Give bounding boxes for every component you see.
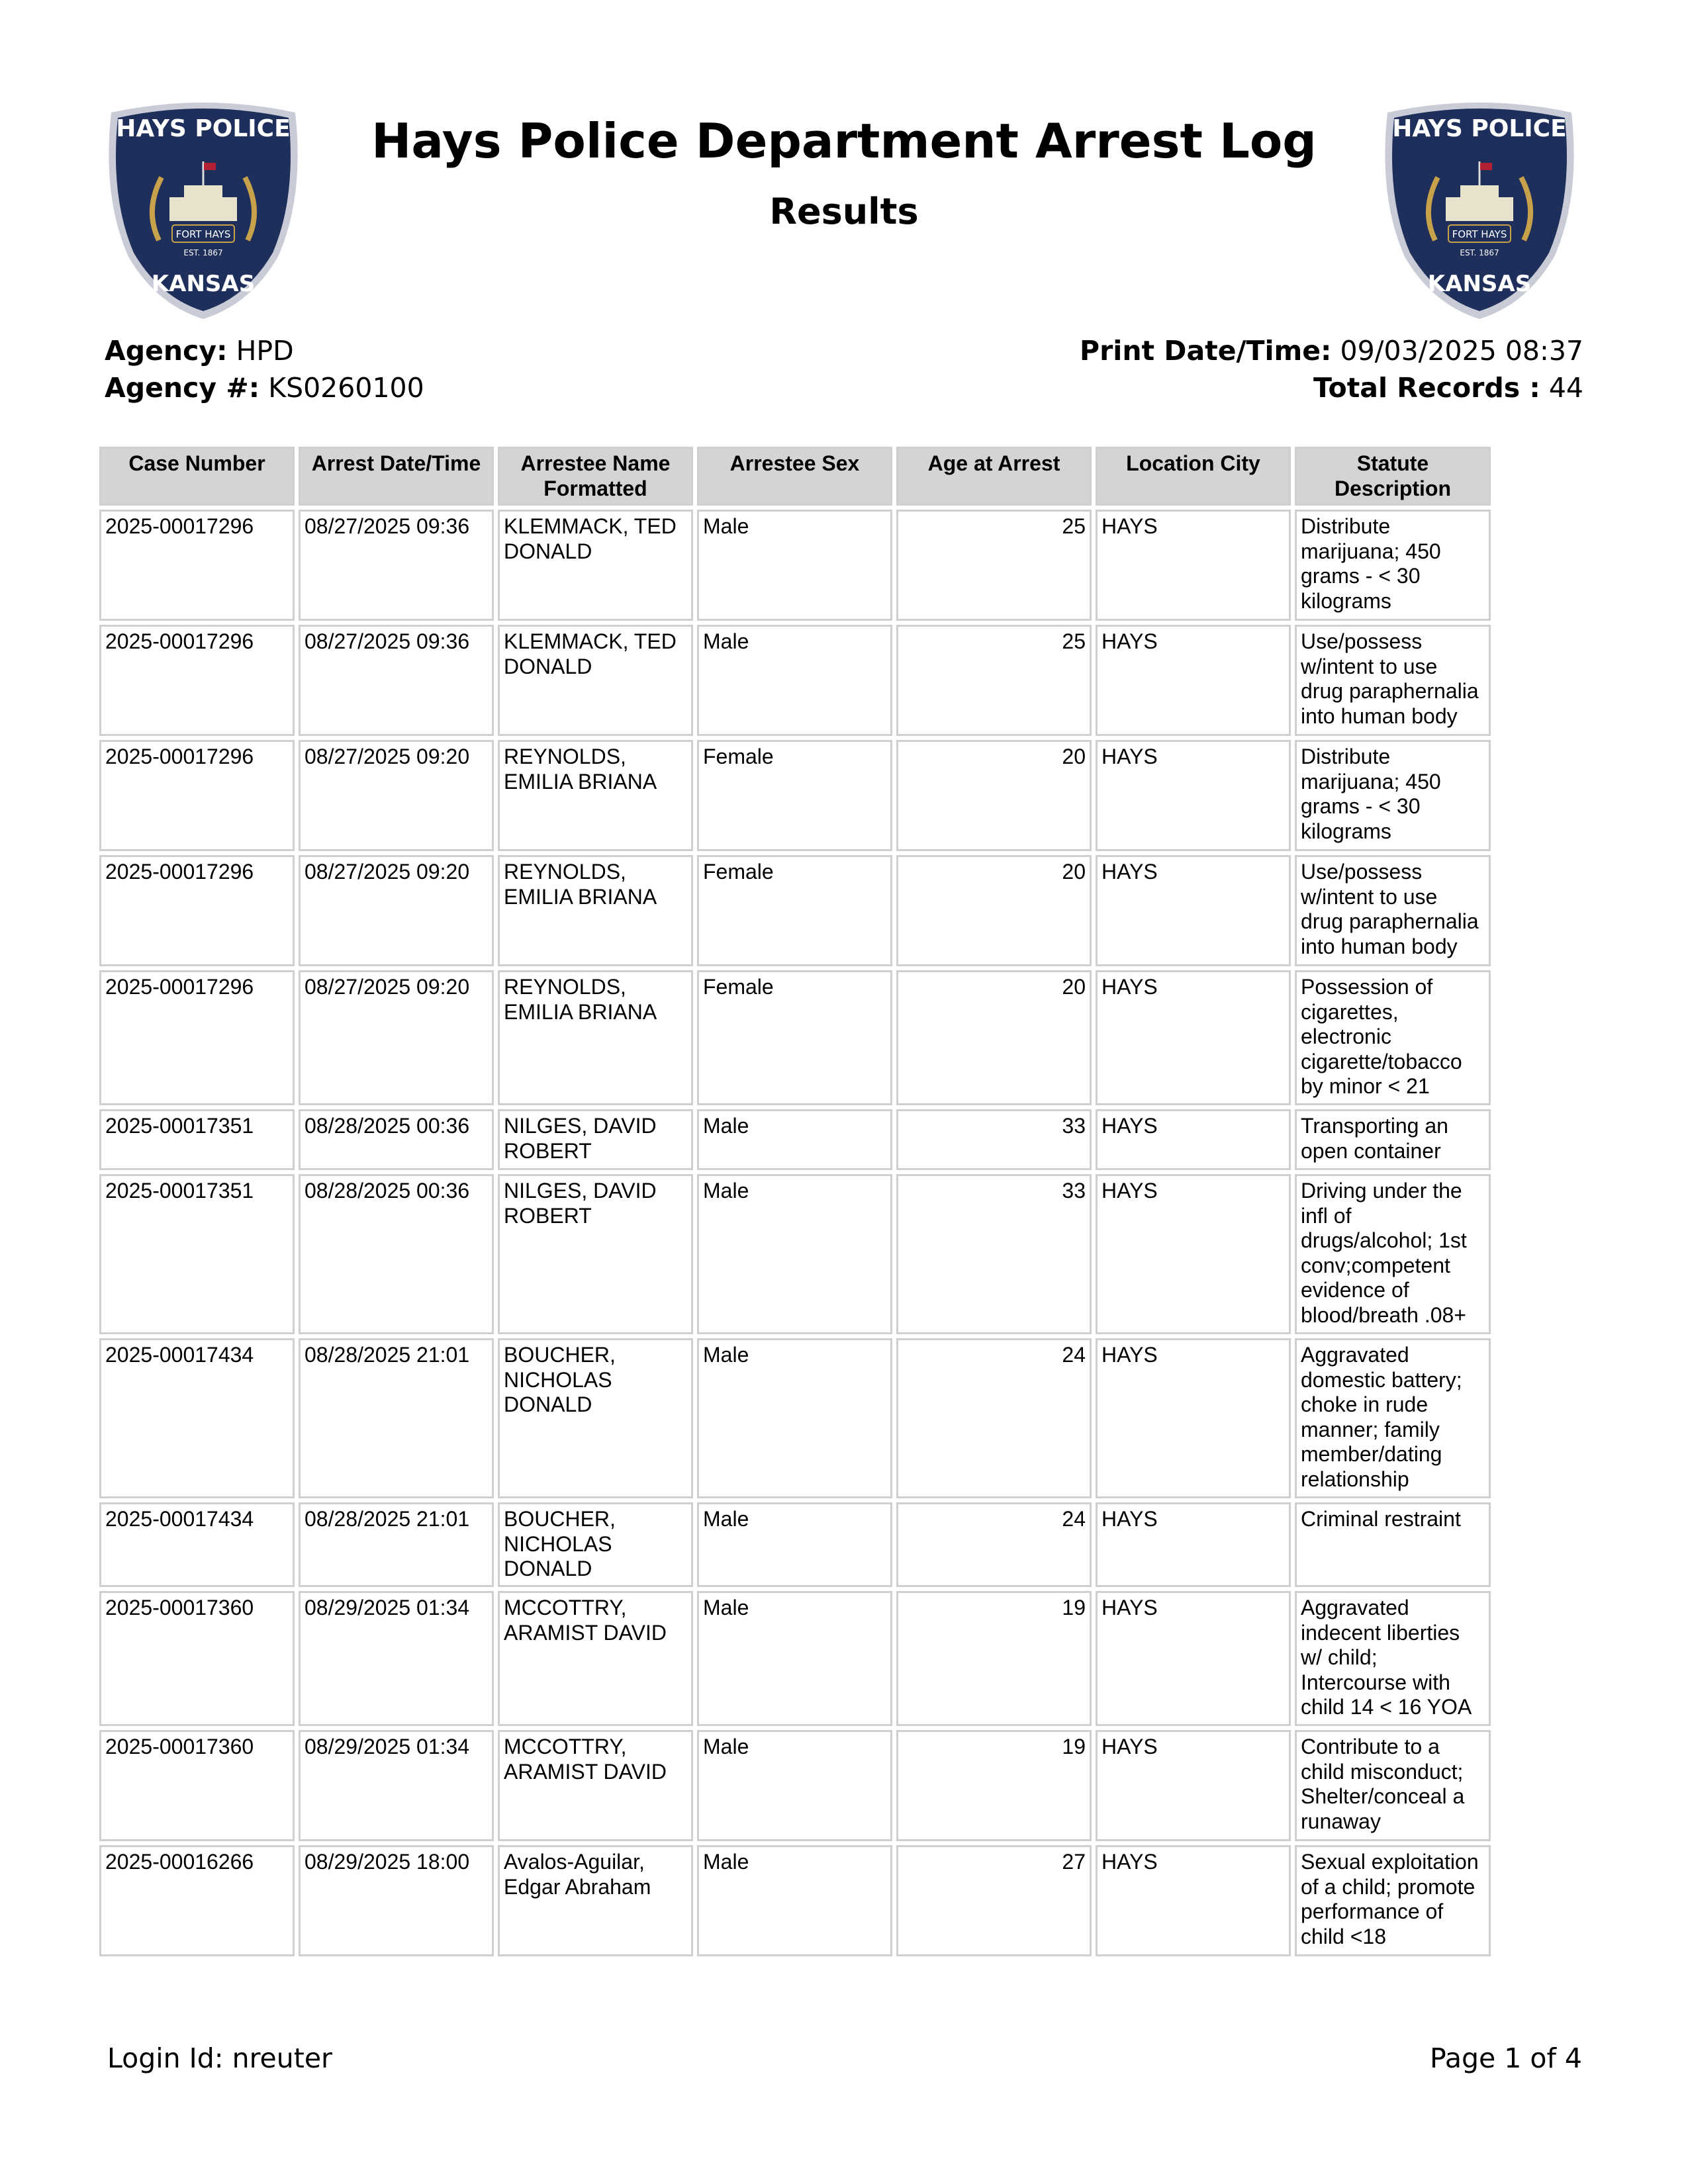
- case-number-cell: 2025-00017296: [99, 510, 295, 621]
- case-number-cell: 2025-00017351: [99, 1109, 295, 1170]
- table-row: [99, 855, 1491, 966]
- total-records-value: 44: [1548, 372, 1583, 404]
- arrest-datetime-cell: 08/28/2025 00:36: [299, 1109, 494, 1170]
- case-number-cell: 2025-00017351: [99, 1174, 295, 1334]
- table-row: [99, 970, 1491, 1105]
- agency-label: Agency:: [105, 335, 228, 367]
- case-number-cell: 2025-00017434: [99, 1502, 295, 1587]
- age-cell: 33: [896, 1174, 1092, 1334]
- statute-cell: Distribute marijuana; 450 grams - < 30 kilograms: [1295, 510, 1491, 621]
- location-city-cell: HAYS: [1096, 1730, 1291, 1841]
- page-subtitle: Results: [769, 191, 919, 232]
- arrest-datetime-cell: 08/29/2025 01:34: [299, 1730, 494, 1841]
- badge-est-text: EST. 1867: [183, 248, 223, 257]
- age-cell: 20: [896, 855, 1092, 966]
- location-city-cell: HAYS: [1096, 510, 1291, 621]
- arrestee-name-cell: REYNOLDS, EMILIA BRIANA: [498, 855, 693, 966]
- table-header-row: [99, 447, 1491, 506]
- age-cell: 20: [896, 740, 1092, 851]
- location-city-cell: HAYS: [1096, 625, 1291, 736]
- arrestee-name-cell: KLEMMACK, TED DONALD: [498, 510, 693, 621]
- arrestee-sex-cell: Male: [697, 1502, 892, 1587]
- arrestee-sex-cell: Male: [697, 1730, 892, 1841]
- statute-cell: Sexual exploitation of a child; promote performance of child <18: [1295, 1845, 1491, 1956]
- arrestee-name-cell: MCCOTTRY, ARAMIST DAVID: [498, 1591, 693, 1726]
- column-header-statute: Statute Description: [1295, 447, 1491, 506]
- agency-line: [105, 332, 424, 369]
- location-city-cell: HAYS: [1096, 740, 1291, 851]
- statute-cell: Use/possess w/intent to use drug paraphernalia into human body: [1295, 855, 1491, 966]
- age-cell: 25: [896, 625, 1092, 736]
- arrestee-name-cell: REYNOLDS, EMILIA BRIANA: [498, 970, 693, 1105]
- age-cell: 27: [896, 1845, 1092, 1956]
- column-header-arrest-datetime: Arrest Date/Time: [299, 447, 494, 506]
- column-header-arrestee-sex: Arrestee Sex: [697, 447, 892, 506]
- column-header-arrestee-name: Arrestee Name Formatted: [498, 447, 693, 506]
- statute-cell: Criminal restraint: [1295, 1502, 1491, 1587]
- table-row: [99, 1174, 1491, 1334]
- statute-cell: Use/possess w/intent to use drug paraphernalia into human body: [1295, 625, 1491, 736]
- statute-cell: Possession of cigarettes, electronic cigarette/tobacco by minor < 21: [1295, 970, 1491, 1105]
- case-number-cell: 2025-00017360: [99, 1730, 295, 1841]
- arrestee-sex-cell: Female: [697, 855, 892, 966]
- badge-est-text: EST. 1867: [1460, 248, 1499, 257]
- case-number-cell: 2025-00017296: [99, 855, 295, 966]
- case-number-cell: 2025-00017296: [99, 740, 295, 851]
- statute-cell: Driving under the infl of drugs/alcohol; 1st conv;competent evidence of blood/breath .08+: [1295, 1174, 1491, 1334]
- total-records-line: [1080, 369, 1583, 406]
- arrestee-name-cell: NILGES, DAVID ROBERT: [498, 1174, 693, 1334]
- column-header-location-city: Location City: [1096, 447, 1291, 506]
- column-header-age: Age at Arrest: [896, 447, 1092, 506]
- agency-number-line: [105, 369, 424, 406]
- print-datetime-label: Print Date/Time:: [1080, 335, 1332, 367]
- arrest-datetime-cell: 08/28/2025 21:01: [299, 1502, 494, 1587]
- location-city-cell: HAYS: [1096, 1591, 1291, 1726]
- table-row: [99, 510, 1491, 621]
- case-number-cell: 2025-00017296: [99, 970, 295, 1105]
- table-row: [99, 1730, 1491, 1841]
- arrestee-sex-cell: Female: [697, 970, 892, 1105]
- age-cell: 19: [896, 1730, 1092, 1841]
- statute-cell: Distribute marijuana; 450 grams - < 30 kilograms: [1295, 740, 1491, 851]
- badge-bottom-text: KANSAS: [151, 271, 256, 297]
- table-row: [99, 1109, 1491, 1170]
- age-cell: 20: [896, 970, 1092, 1105]
- case-number-cell: 2025-00016266: [99, 1845, 295, 1956]
- badge-top-text: HAYS POLICE: [1392, 115, 1567, 142]
- arrest-datetime-cell: 08/27/2025 09:36: [299, 625, 494, 736]
- column-header-case-number: Case Number: [99, 447, 295, 506]
- badge-top-text: HAYS POLICE: [116, 115, 291, 142]
- badge-middle-text: FORT HAYS: [175, 228, 231, 240]
- arrestee-name-cell: Avalos-Aguilar, Edgar Abraham: [498, 1845, 693, 1956]
- arrest-datetime-cell: 08/27/2025 09:36: [299, 510, 494, 621]
- case-number-cell: 2025-00017434: [99, 1338, 295, 1498]
- agency-info: [105, 332, 424, 406]
- case-number-cell: 2025-00017296: [99, 625, 295, 736]
- arrestee-name-cell: KLEMMACK, TED DONALD: [498, 625, 693, 736]
- login-id: Login Id: nreuter: [107, 2042, 332, 2074]
- agency-number-value: KS0260100: [268, 372, 424, 404]
- case-number-cell: 2025-00017360: [99, 1591, 295, 1726]
- arrestee-sex-cell: Male: [697, 1109, 892, 1170]
- arrestee-name-cell: REYNOLDS, EMILIA BRIANA: [498, 740, 693, 851]
- arrestee-sex-cell: Male: [697, 510, 892, 621]
- agency-number-label: Agency #:: [105, 372, 260, 404]
- arrestee-sex-cell: Male: [697, 625, 892, 736]
- table-row: [99, 625, 1491, 736]
- arrestee-name-cell: BOUCHER, NICHOLAS DONALD: [498, 1502, 693, 1587]
- arrestee-sex-cell: Male: [697, 1174, 892, 1334]
- badge-middle-text: FORT HAYS: [1452, 228, 1507, 240]
- location-city-cell: HAYS: [1096, 855, 1291, 966]
- agency-value: HPD: [236, 335, 294, 367]
- arrestee-sex-cell: Male: [697, 1338, 892, 1498]
- location-city-cell: HAYS: [1096, 1845, 1291, 1956]
- print-datetime-value: 09/03/2025 08:37: [1340, 335, 1583, 367]
- table-row: [99, 1591, 1491, 1726]
- age-cell: 19: [896, 1591, 1092, 1726]
- age-cell: 24: [896, 1502, 1092, 1587]
- location-city-cell: HAYS: [1096, 1338, 1291, 1498]
- table-row: [99, 1338, 1491, 1498]
- arrest-datetime-cell: 08/28/2025 21:01: [299, 1338, 494, 1498]
- arrestee-sex-cell: Male: [697, 1845, 892, 1956]
- arrestee-name-cell: BOUCHER, NICHOLAS DONALD: [498, 1338, 693, 1498]
- arrest-datetime-cell: 08/29/2025 01:34: [299, 1591, 494, 1726]
- arrest-datetime-cell: 08/27/2025 09:20: [299, 855, 494, 966]
- table-row: [99, 1502, 1491, 1587]
- print-info: [1080, 332, 1583, 406]
- print-datetime-line: [1080, 332, 1583, 369]
- arrestee-sex-cell: Female: [697, 740, 892, 851]
- page-number: Page 1 of 4: [1429, 2042, 1582, 2074]
- statute-cell: Aggravated indecent liberties w/ child; Intercourse with child 14 < 16 YOA: [1295, 1591, 1491, 1726]
- table-row: [99, 1845, 1491, 1956]
- arrest-datetime-cell: 08/28/2025 00:36: [299, 1174, 494, 1334]
- statute-cell: Contribute to a child misconduct; Shelter/conceal a runaway: [1295, 1730, 1491, 1841]
- arrestee-name-cell: NILGES, DAVID ROBERT: [498, 1109, 693, 1170]
- location-city-cell: HAYS: [1096, 970, 1291, 1105]
- age-cell: 25: [896, 510, 1092, 621]
- age-cell: 24: [896, 1338, 1092, 1498]
- arrest-datetime-cell: 08/27/2025 09:20: [299, 970, 494, 1105]
- table-row: [99, 740, 1491, 851]
- arrest-log-table: [95, 443, 1495, 1960]
- total-records-label: Total Records :: [1313, 372, 1540, 404]
- page-title: Hays Police Department Arrest Log: [371, 113, 1317, 169]
- statute-cell: Aggravated domestic battery; choke in rude manner; family member/dating relationship: [1295, 1338, 1491, 1498]
- location-city-cell: HAYS: [1096, 1174, 1291, 1334]
- age-cell: 33: [896, 1109, 1092, 1170]
- arrestee-name-cell: MCCOTTRY, ARAMIST DAVID: [498, 1730, 693, 1841]
- badge-bottom-text: KANSAS: [1427, 271, 1532, 297]
- location-city-cell: HAYS: [1096, 1109, 1291, 1170]
- statute-cell: Transporting an open container: [1295, 1109, 1491, 1170]
- location-city-cell: HAYS: [1096, 1502, 1291, 1587]
- arrest-datetime-cell: 08/27/2025 09:20: [299, 740, 494, 851]
- arrestee-sex-cell: Male: [697, 1591, 892, 1726]
- arrest-datetime-cell: 08/29/2025 18:00: [299, 1845, 494, 1956]
